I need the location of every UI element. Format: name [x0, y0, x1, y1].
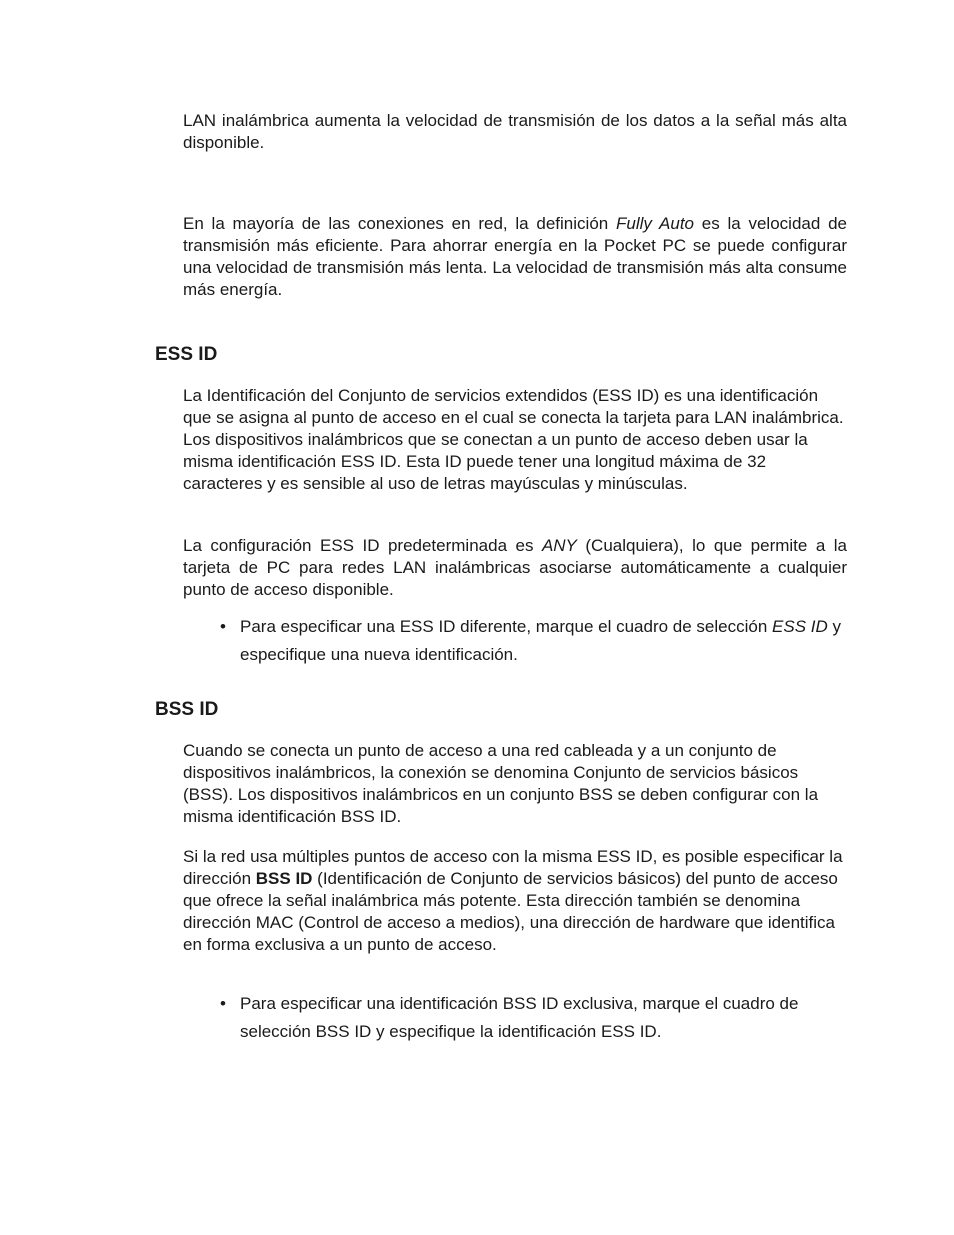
ess-id-heading: ESS ID [155, 344, 218, 365]
strong-bss-id: BSS ID [255, 869, 313, 888]
text-run: (Cualquiera), lo que permite a la tarjeta de PC para redes LAN inalámbricas asociarse automáticamente a cualquier punto de acceso disponible. [183, 536, 847, 599]
bullet-icon: • [220, 994, 226, 1013]
text-run: Si la red usa múltiples puntos de acceso con la misma ESS ID, es posible especificar la dirección [183, 847, 843, 888]
text-run: Para especificar una ESS ID diferente, marque el cuadro de selección [240, 617, 773, 636]
bss-id-heading: BSS ID [155, 699, 219, 720]
emphasis-fully-auto: Fully Auto [616, 214, 694, 233]
bullet-icon: • [220, 617, 226, 636]
intro-paragraph-2 [183, 213, 847, 301]
ess-paragraph-2 [183, 535, 847, 601]
text-run: es la velocidad de transmisión más eficiente. Para ahorrar energía en la Pocket PC se puede configurar una velocidad de transmisión más lenta. La velocidad de transmisión más alta consume más energía. [183, 214, 847, 299]
text-run: y especifique una nueva identificación. [240, 617, 841, 664]
text-run: En la mayoría de las conexiones en red, la definición [183, 214, 616, 233]
text-run: (Identificación de Conjunto de servicios básicos) del punto de acceso que ofrece la señal inalámbrica más potente. Esta dirección también se denomina dirección MAC (Control de acceso a medios), una dirección de hardware que identifica en forma exclusiva a un punto de acceso. [183, 869, 838, 954]
bss-paragraph-2 [183, 846, 847, 956]
intro-paragraph-1: LAN inalámbrica aumenta la velocidad de transmisión de los datos a la señal más alta disponible. [183, 111, 847, 152]
ess-paragraph-1: La Identificación del Conjunto de servicios extendidos (ESS ID) es una identificación que se asigna al punto de acceso en el cual se conecta la tarjeta para LAN inalámbrica. Los dispositivos inalámbricos que se conectan a un punto de acceso deben usar la misma identificación ESS ID. Esta ID puede tener una longitud máxima de 32 caracteres y es sensible al uso de letras mayúsculas y minúsculas. [183, 386, 844, 493]
bss-paragraph-1: Cuando se conecta un punto de acceso a una red cableada y a un conjunto de dispositivos inalámbricos, la conexión se denomina Conjunto de servicios básicos (BSS). Los dispositivos inalámbricos en un conjunto BSS se deben configurar con la misma identificación BSS ID. [183, 741, 819, 826]
emphasis-ess-id: ESS ID [772, 617, 828, 636]
bss-bullet-text: Para especificar una identificación BSS ID exclusiva, marque el cuadro de selección BSS ID y especifique la identificación ESS ID. [240, 994, 799, 1041]
text-run: La configuración ESS ID predeterminada es [183, 536, 542, 555]
emphasis-any: ANY [541, 536, 577, 555]
ess-bullet-text [240, 613, 850, 669]
